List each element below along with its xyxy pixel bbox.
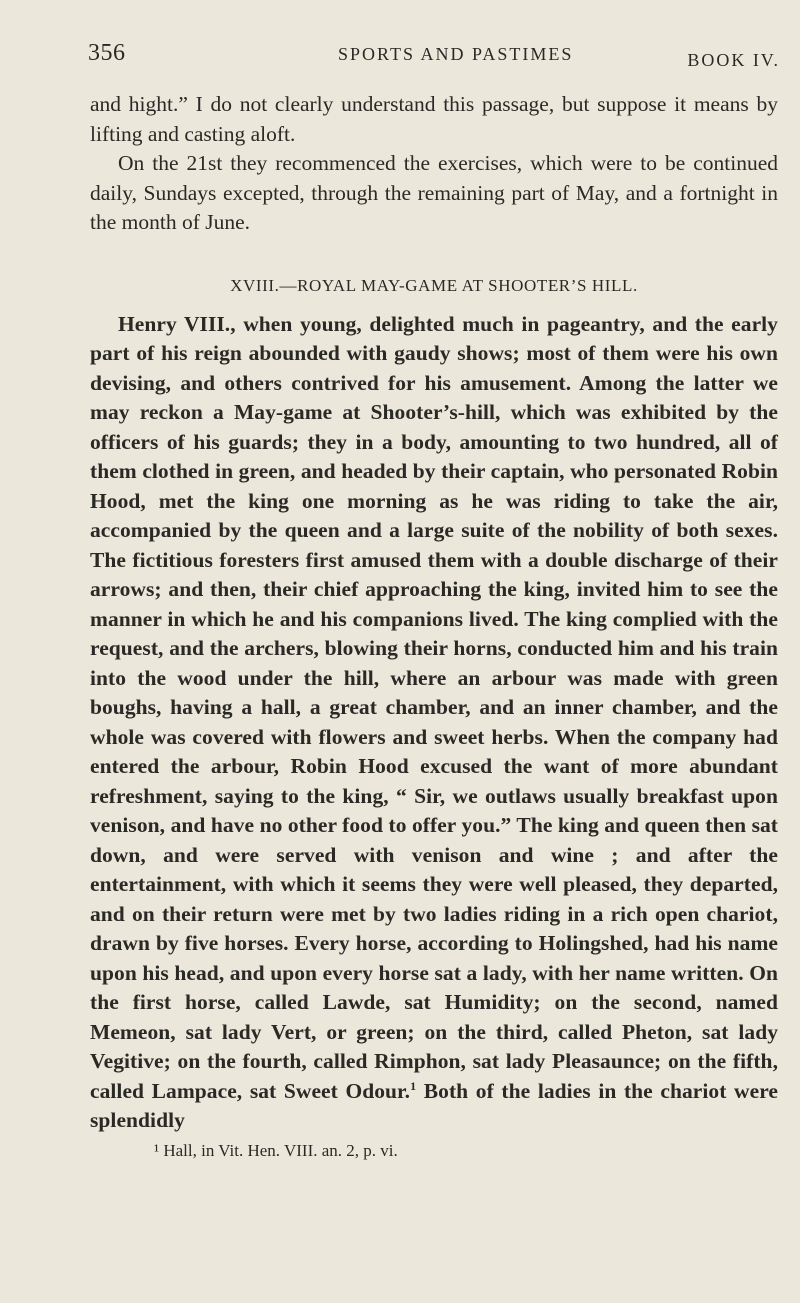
book-label: BOOK IV. — [687, 50, 780, 70]
running-head — [88, 38, 780, 78]
section-heading: XVIII.—ROYAL MAY-GAME AT SHOOTER’S HILL. — [230, 275, 638, 295]
page-number: 356 — [88, 40, 126, 66]
paragraph-may-game-text: Henry VIII., when young, delighted much in pageantry, and the early part of his reign abounded with gaudy shows; most of them were his own devising, and others contrived for his amusement. Among the latter we may reckon a May-game at Shooter’s-hill, which was exhibited by the officers of his guards; they in a body, amounting to two hundred, all of them clothed in green, and headed by their captain, who personated Robin Hood, met the king one morning as he was riding to take the air, accompanied by the queen and a large suite of the nobility of both sexes. The fictitious foresters first amused them with a double discharge of their arrows; and then, their chief approaching the king, invited him to see the manner in which he and his companions lived. The king complied with the request, and the archers, blowing their horns, conducted him and his train into the wood under the hill, where an arbour was made with green boughs, having a hall, a great chamber, and an inner chamber, and the whole was covered with flowers and sweet herbs. When the company had entered the arbour, Robin Hood excused the want of more abundant refreshment, saying to the king, “ Sir, we outlaws usually breakfast upon venison, and have no other food to offer you.” The king and queen then sat down, and were served with venison and wine ; and after the entertainment, with which it seems they were well pleased, they departed, and on their return were met by two ladies riding in a rich open chariot, drawn by five horses. Every horse, according to Holingshed, had his name upon his head, and upon every horse sat a lady, with her name written. On the first horse, called Lawde, sat Humidity; on the second, named Memeon, sat lady Vert, or green; on the third, called Pheton, sat lady Vegitive; on the fourth, called Rimphon, sat lady Pleasaunce; on the fifth, called Lampace, sat Sweet Odour. — [90, 311, 778, 1103]
paragraph-may-game — [90, 310, 778, 1136]
running-title: SPORTS AND PASTIMES — [338, 44, 574, 64]
footnote-marker: 1 — [410, 1078, 417, 1093]
paragraph-exercises: On the 21st they recommenced the exercises, which were to be continued daily, Sundays excepted, through the remaining part of May, and a fortnight in the month of June. — [90, 151, 778, 234]
paragraph-continuation: and hight.” I do not clearly understand this passage, but suppose it means by lifting and casting aloft. — [90, 92, 778, 146]
footnote: ¹ Hall, in Vit. Hen. VIII. an. 2, p. vi. — [154, 1140, 398, 1160]
text-block — [90, 90, 778, 1162]
paragraph-may-game-end: Both of the ladies in the chariot were splendidly — [90, 1078, 778, 1132]
